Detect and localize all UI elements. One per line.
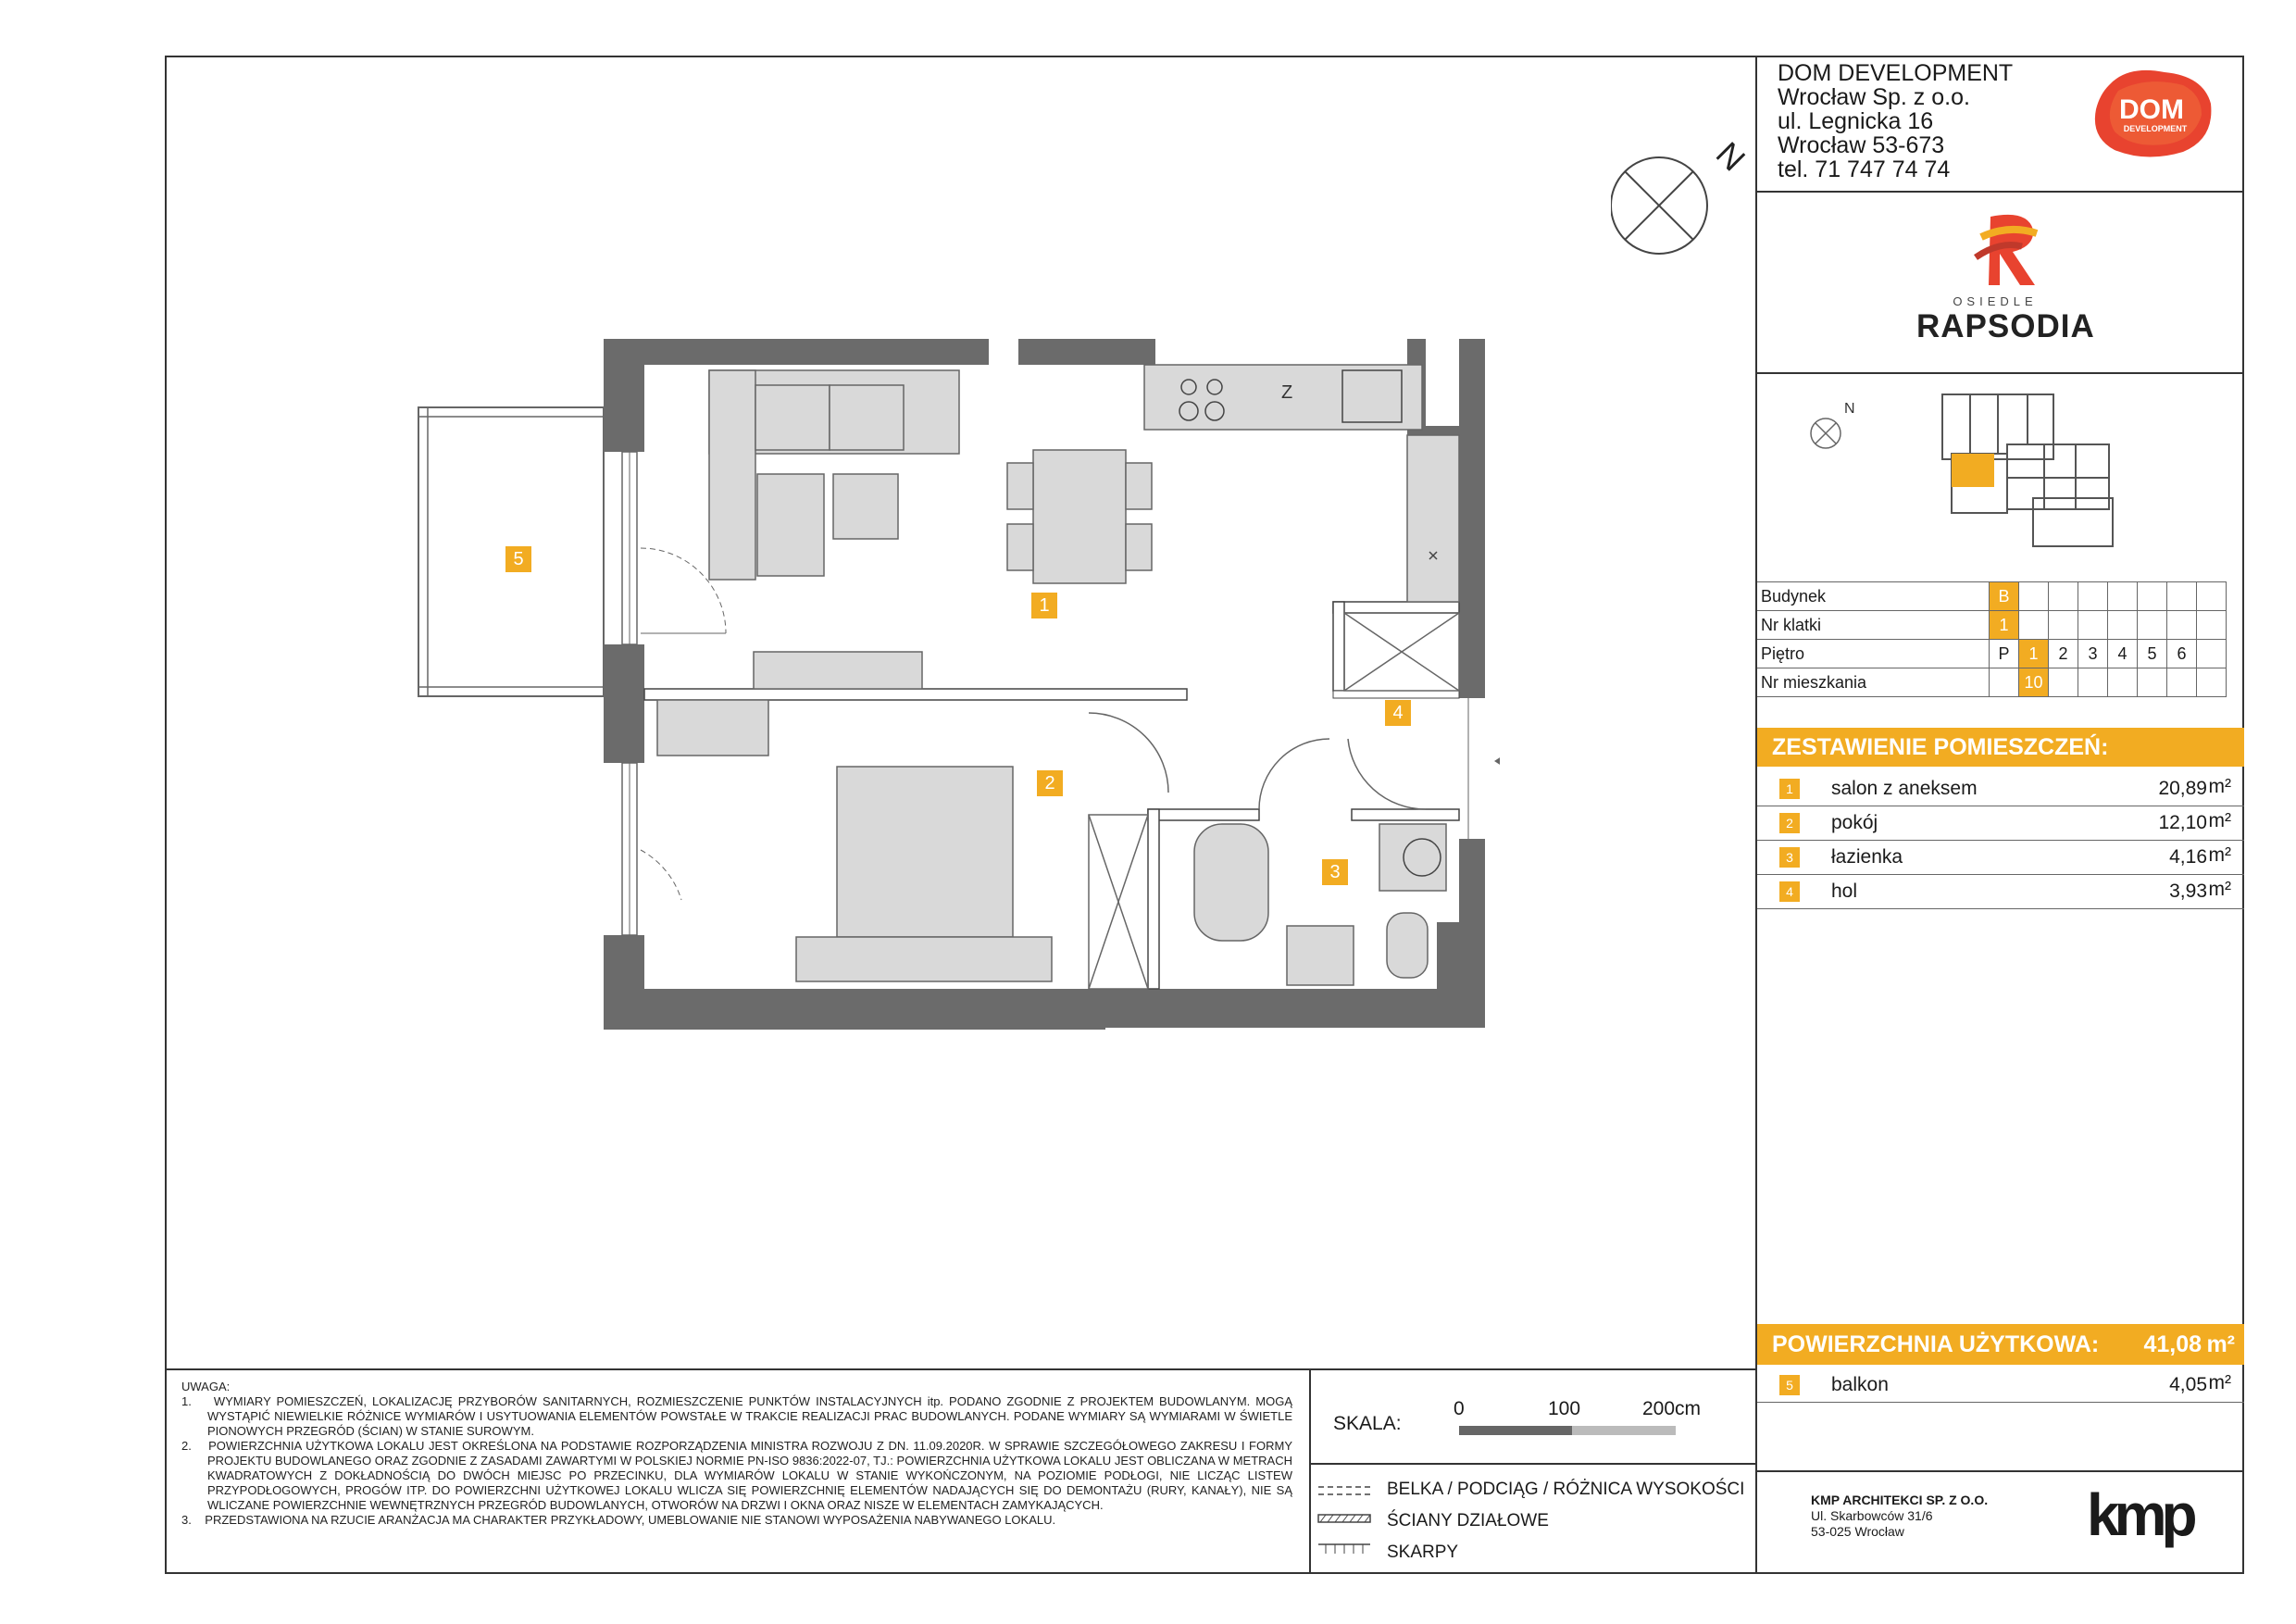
usable-area-bar	[1757, 1324, 2244, 1365]
note-item: 3. PRZEDSTAWIONA NA RZUCIE ARANŻACJA MA CHARAKTER PRZYKŁADOWY, UMEBLOWANIE NIE STANOWI WYPOSAŻENIA NABYWANEGO LOKALU.	[181, 1513, 1056, 1527]
architect-info	[1811, 1493, 1988, 1540]
washing-machine	[1379, 824, 1446, 891]
room-number: 2	[1779, 813, 1800, 833]
legend-partition-walls: ŚCIANY DZIAŁOWE	[1387, 1511, 1549, 1530]
usable-area-value: 41,08	[2143, 1331, 2202, 1357]
notes-title: UWAGA:	[181, 1380, 231, 1393]
info-cell	[2197, 640, 2227, 668]
company-line: Wrocław 53-673	[1778, 132, 1945, 158]
info-cell	[2108, 611, 2138, 640]
scale-divider	[1309, 1368, 1311, 1574]
room-number: 1	[1779, 779, 1800, 799]
info-cell	[2167, 611, 2197, 640]
room-row	[1757, 841, 2244, 875]
note-item: 1. WYMIARY POMIESZCZEŃ, LOKALIZACJĘ PRZYBORÓW SANITARNYCH, ROZMIESZCZENIE PUNKTÓW INSTALACYJNYCH itp. PODANO ZGODNIE Z PROJEKTEM BUDOWLANYM. MOGĄ WYSTĄPIĆ NIEWIELKIE RÓŻNICE WYMIARÓW I USYTUOWANIA ELEMENTÓW POWSTAŁE W TRAKCIE REALIZACJI PRAC BUDOWLANYCH. PODANE WYMIARY SĄ WYMIARAMI W ŚWIETLE PIONOWYCH PRZEGRÓD (ŚCIAN) W STANIE SUROWYM.	[181, 1394, 1292, 1438]
plan-room-label: 2	[1037, 770, 1063, 796]
compass-north-label: N	[1708, 134, 1750, 179]
room-name: łazienka	[1831, 846, 1903, 868]
rapsodia-r-logo	[1963, 209, 2055, 293]
company-line: Wrocław Sp. z o.o.	[1778, 84, 1970, 110]
legend-slopes: SKARPY	[1387, 1543, 1459, 1562]
info-cell	[2108, 582, 2138, 611]
company-line: ul. Legnicka 16	[1778, 108, 1934, 134]
info-row-building	[1757, 582, 2227, 611]
key-plan-apartment-marker	[1952, 454, 1994, 487]
usable-area-label: POWIERZCHNIA UŻYTKOWA:	[1772, 1331, 2100, 1357]
toilet	[1387, 913, 1428, 978]
info-label: Nr klatki	[1757, 611, 1990, 640]
note-item: 2. POWIERZCHNIA UŻYTKOWA LOKALU JEST OKREŚLONA NA PODSTAWIE ROZPORZĄDZENIA MINISTRA ROZWOJU Z DN. 11.09.2020R. W SPRAWIE SZCZEGÓŁOWEGO ZAKRESU I FORMY PROJEKTU BUDOWLANEGO ORAZ ZGODNIE Z ZASADAMI ZAWARTYMI W POLSKIEJ NORMIE PN-ISO 9836:2022-07, TJ.: POWIERZCHNIA UŻYTKOWA LOKALU JEST OBLICZANA W METRACH KWADRATOWYCH Z DOKŁADNOŚCIĄ DO DWÓCH MIEJSC PO PRZECINKU, DLA WYMIARÓW LOKALU W STANIE WYKOŃCZONYM, NA POZIOMIE PODŁOGI, NIE LICZĄC LISTEW PRZYPODŁOGOWYCH, PROGÓW ITP. DO POWIERZCHNI UŻYTKOWEJ LOKALU WLICZA SIĘ POWIERZCHNIĘ ELEMENTÓW NADAJĄCYCH SIĘ DO DEMONTAŻU (RURY, KANAŁY), NIE SĄ WLICZANE POWIERZCHNIE WEWNĘTRZNYCH PRZEGRÓD BUDOWLANYCH, OTWORÓW NA DRZWI I OKNA ORAZ NISZE W ELEMENTACH ZAMYKAJĄCYCH.	[181, 1439, 1292, 1512]
compass-rose	[1611, 120, 1750, 259]
balcony-number: 5	[1779, 1375, 1800, 1395]
info-cell	[2049, 582, 2078, 611]
dining-table	[1033, 450, 1126, 583]
info-cell	[2049, 611, 2078, 640]
plan-room-label: 3	[1322, 859, 1348, 885]
info-row-apartment-number	[1757, 668, 2227, 697]
bathtub	[1194, 824, 1268, 941]
notes-divider	[165, 1368, 1757, 1370]
legend-divider	[1309, 1463, 1757, 1465]
architect-divider	[1757, 1470, 2244, 1472]
architect-city: 53-025 Wrocław	[1811, 1524, 1904, 1539]
balcony-area: 4,05	[2169, 1374, 2207, 1395]
info-cell: 3	[2078, 640, 2108, 668]
key-plan	[1802, 389, 2227, 556]
room-name: pokój	[1831, 812, 1878, 833]
info-cell	[2138, 611, 2167, 640]
info-cell	[2078, 668, 2108, 697]
info-cell	[2138, 668, 2167, 697]
legend	[1316, 1480, 1761, 1568]
legend-beam: BELKA / PODCIĄG / RÓŻNICA WYSOKOŚCI	[1387, 1480, 1745, 1499]
balcony-unit: m²	[2208, 1372, 2231, 1393]
info-cell	[2049, 668, 2078, 697]
project-name	[1916, 294, 2095, 345]
info-cell: 2	[2049, 640, 2078, 668]
apartment-info-table	[1757, 581, 2227, 697]
dom-logo-subtext: DEVELOPMENT	[2123, 124, 2188, 133]
scale-bar-dark	[1459, 1426, 1572, 1435]
info-cell	[2138, 582, 2167, 611]
info-row-staircase	[1757, 611, 2227, 640]
info-cell	[2108, 668, 2138, 697]
usable-area-unit: m²	[2206, 1331, 2235, 1357]
room-area: 3,93	[2169, 881, 2207, 902]
fridge-label: Z	[1281, 382, 1293, 403]
info-cell: 1	[2019, 640, 2049, 668]
plan-room-label: 1	[1031, 593, 1057, 618]
project-name-small: OSIEDLE	[1953, 294, 2038, 308]
info-label: Piętro	[1757, 640, 1990, 668]
room-name: hol	[1831, 881, 1858, 902]
dom-development-logo	[2090, 67, 2215, 159]
room-area: 20,89	[2158, 778, 2207, 799]
dom-logo-text: DOM	[2119, 94, 2184, 125]
project-name-big: RAPSODIA	[1916, 308, 2095, 344]
info-label: Budynek	[1757, 582, 1990, 611]
room-unit: m²	[2208, 879, 2231, 900]
scale-tick-200: 200cm	[1642, 1398, 1702, 1419]
company-divider	[1757, 191, 2244, 193]
bed	[837, 767, 1013, 937]
desk	[657, 700, 768, 756]
info-cell	[2167, 668, 2197, 697]
plan-room-label: 4	[1385, 700, 1411, 726]
entrance-marker	[1494, 748, 1500, 774]
room-number: 3	[1779, 847, 1800, 868]
room-row	[1757, 806, 2244, 841]
kmp-logo: kmp	[2087, 1481, 2192, 1548]
info-cell: 5	[2138, 640, 2167, 668]
notes-block	[181, 1380, 1292, 1528]
scale-label: SKALA:	[1333, 1413, 1402, 1434]
info-cell	[2197, 611, 2227, 640]
room-row	[1757, 772, 2244, 806]
company-line: tel. 71 747 74 74	[1778, 156, 1951, 182]
info-row-floor	[1757, 640, 2227, 668]
room-area: 12,10	[2158, 812, 2207, 833]
room-area: 4,16	[2169, 846, 2207, 868]
room-row	[1757, 875, 2244, 909]
scale-tick-100: 100	[1548, 1398, 1581, 1419]
info-cell	[2167, 582, 2197, 611]
info-cell	[1990, 668, 2019, 697]
rooms-header	[1757, 728, 2244, 767]
project-divider	[1757, 372, 2244, 374]
tv-stand	[754, 652, 922, 689]
info-cell	[2197, 582, 2227, 611]
info-cell: 4	[2108, 640, 2138, 668]
rooms-header-text: ZESTAWIENIE POMIESZCZEŃ:	[1772, 734, 2109, 760]
company-line: DOM DEVELOPMENT	[1778, 60, 2014, 86]
architect-name: KMP ARCHITEKCI SP. Z O.O.	[1811, 1493, 1989, 1507]
room-unit: m²	[2208, 776, 2231, 797]
info-cell: 10	[2019, 668, 2049, 697]
room-name: salon z aneksem	[1831, 778, 1978, 799]
info-cell	[2078, 611, 2108, 640]
info-cell: P	[1990, 640, 2019, 668]
info-cell: 6	[2167, 640, 2197, 668]
scale-bar-light	[1572, 1426, 1676, 1435]
info-cell	[2197, 668, 2227, 697]
info-cell	[2078, 582, 2108, 611]
info-label: Nr mieszkania	[1757, 668, 1990, 697]
balcony-name: balkon	[1831, 1374, 1889, 1395]
balcony-row	[1757, 1368, 2244, 1403]
info-cell: 1	[1990, 611, 2019, 640]
info-cell	[2019, 611, 2049, 640]
key-plan-north-label: N	[1844, 401, 1855, 417]
fridge-column	[1407, 435, 1459, 602]
scale-tick-0: 0	[1454, 1398, 1465, 1419]
architect-address: Ul. Skarbowców 31/6	[1811, 1508, 1933, 1523]
floor-plan	[407, 333, 1500, 1037]
room-number: 4	[1779, 881, 1800, 902]
company-address	[1778, 61, 2013, 181]
plan-room-label: 5	[505, 546, 531, 572]
coffee-table	[833, 474, 898, 539]
room-unit: m²	[2208, 844, 2231, 866]
info-cell: B	[1990, 582, 2019, 611]
washbasin	[1287, 926, 1354, 985]
room-unit: m²	[2208, 810, 2231, 831]
info-cell	[2019, 582, 2049, 611]
